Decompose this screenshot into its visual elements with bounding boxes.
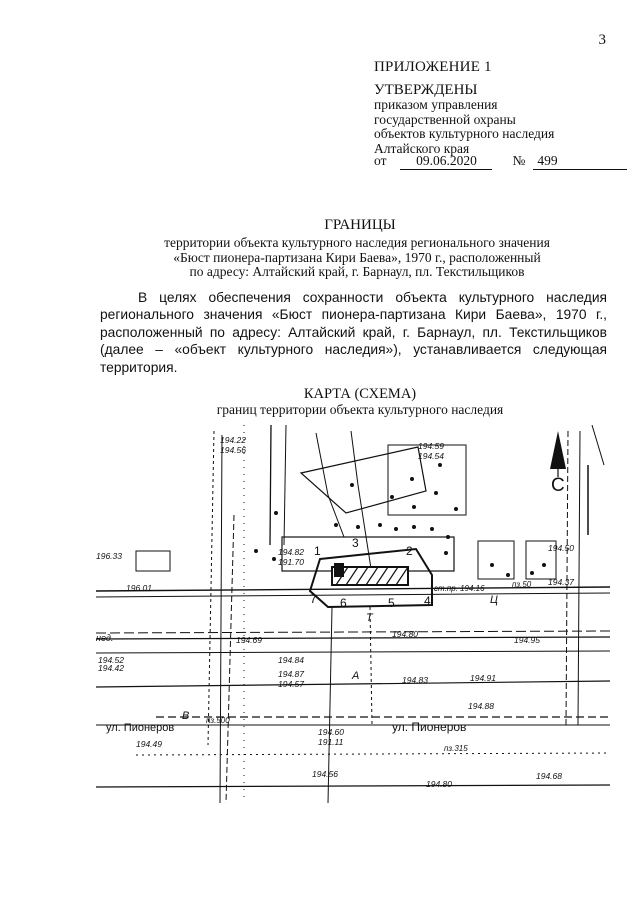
elevation-label: 196.01: [126, 583, 152, 593]
elevation-label: 194.57: [278, 679, 304, 689]
map-label: В: [182, 710, 190, 722]
subtitle-line: территории объекта культурного наследия регионального значения: [164, 235, 550, 250]
elevation-label: 194.82: [278, 547, 304, 557]
approval-line: приказом управления: [374, 97, 498, 112]
point-label: 3: [352, 536, 359, 550]
map-label: нед.: [96, 633, 114, 643]
elevation-label: 194.56: [312, 769, 338, 779]
approval-date-row: [374, 153, 627, 170]
elevation-label: 194.50: [548, 543, 574, 553]
elevation-label: 194.84: [278, 655, 304, 665]
map-label: ст.пр. 194.16: [434, 584, 485, 593]
elevation-label: 194.80: [392, 629, 418, 639]
elevation-label: 194.56: [220, 445, 246, 455]
approval-line: Алтайского края: [374, 140, 470, 156]
elevation-label: 194.49: [136, 739, 162, 749]
elevation-label: 194.59: [418, 441, 444, 451]
point-label: 1: [314, 544, 321, 558]
number-label: №: [512, 153, 526, 168]
north-label: С: [551, 475, 565, 496]
territory-map: [96, 425, 610, 803]
elevation-label: 194.95: [514, 635, 540, 645]
approval-line: государственной охраны: [374, 111, 516, 127]
north-arrow: [550, 431, 566, 477]
approval-line: объектов культурного наследия: [374, 126, 555, 141]
number-value: 499: [533, 153, 627, 170]
date-label: от: [374, 153, 387, 168]
point-label: 4: [424, 594, 431, 608]
elevation-label: 194.69: [236, 635, 262, 645]
monument-object: [332, 563, 408, 585]
elevation-label: 191.11: [318, 737, 344, 747]
elevation-label: 194.22: [220, 435, 246, 445]
elevation-label: 194.54: [418, 451, 444, 461]
elevation-label: 194.60: [318, 727, 344, 737]
appendix-label: ПРИЛОЖЕНИЕ 1: [374, 59, 492, 75]
map-linework: [96, 425, 610, 803]
elevation-label: 194.37: [548, 577, 574, 587]
document-title: ГРАНИЦЫ: [324, 217, 396, 233]
elevation-label: 194.80: [426, 779, 452, 789]
elevation-label: 194.88: [468, 701, 494, 711]
map-label: Ц: [490, 594, 498, 606]
subtitle-line: «Бюст пионера-партизана Кири Баева», 1970 г., расположенный: [173, 249, 541, 265]
map-drawing: [96, 425, 610, 803]
point-label: 5: [388, 596, 395, 610]
point-label: 7: [310, 592, 317, 606]
elevation-label: 191.70: [278, 557, 304, 567]
elevation-label: 194.91: [470, 673, 496, 683]
map-label: Т: [366, 612, 373, 624]
body-paragraph: В целях обеспечения сохранности объекта культурного наследия регионального значения «Бюст пионера-партизана Кири Баева», 1970 г., расположенный по адресу: Алтайский край, г. Барнаул, пл. Текстильщиков (далее – «объект культурного наследия»), устанавливается следующая территория.: [100, 290, 607, 375]
subtitle-line: по адресу: Алтайский край, г. Барнаул, пл. Текстильщиков: [189, 264, 525, 279]
elevation-label: 194.87: [278, 669, 304, 679]
map-label: пз.50: [512, 580, 532, 589]
map-title: КАРТА (СХЕМА): [303, 386, 417, 402]
page-number: 3: [598, 32, 606, 48]
map-label: пз.500: [206, 716, 230, 725]
map-label: пз.315: [444, 744, 468, 753]
date-value: 09.06.2020: [400, 153, 492, 170]
elevation-label: 194.42: [98, 663, 124, 673]
elevation-label: 196.33: [96, 551, 122, 561]
point-label: 6: [340, 596, 347, 610]
approved-label: УТВЕРЖДЕНЫ: [374, 82, 478, 98]
elevation-label: 194.83: [402, 675, 428, 685]
approval-authority: [374, 98, 554, 156]
map-label: А: [352, 670, 360, 682]
street-label-left: ул. Пионеров: [106, 722, 175, 734]
map-subtitle: границ территории объекта культурного наследия: [216, 402, 504, 417]
point-label: 2: [406, 544, 413, 558]
elevation-label: 194.52: [98, 655, 124, 665]
elevation-labels: [96, 435, 574, 789]
document-subtitle: [0, 236, 640, 280]
elevation-label: 194.68: [536, 771, 562, 781]
street-label: ул. Пионеров: [392, 720, 467, 734]
